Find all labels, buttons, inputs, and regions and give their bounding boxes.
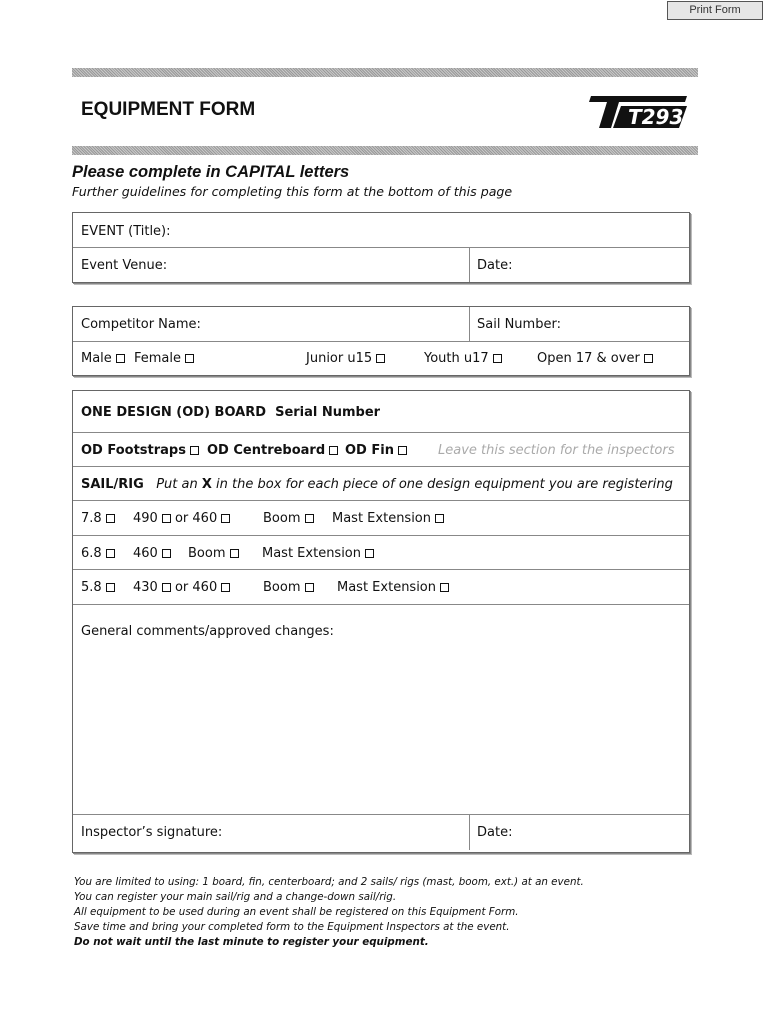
inspector-signature-label: Inspector’s signature: bbox=[81, 825, 223, 840]
rig-row-7-8 bbox=[73, 501, 689, 536]
sail-number-label: Sail Number: bbox=[477, 317, 561, 332]
rig-row-6-8 bbox=[73, 536, 689, 570]
open-label: Open 17 & over bbox=[537, 351, 640, 366]
competitor-box bbox=[72, 306, 690, 376]
t293-logo bbox=[585, 94, 689, 130]
male-checkbox[interactable] bbox=[116, 354, 125, 363]
sail-rig-row bbox=[73, 467, 689, 501]
boom-label: Boom bbox=[263, 511, 301, 526]
competitor-name-row bbox=[73, 307, 689, 342]
event-venue-row bbox=[73, 248, 689, 282]
sail-rig-hint-b: in the box for each piece of one design equipment you are registering bbox=[216, 477, 673, 492]
rig-size-label: 7.8 bbox=[81, 511, 102, 526]
female-checkbox[interactable] bbox=[185, 354, 194, 363]
mast-460-label: 460 bbox=[133, 546, 158, 561]
rig-size-checkbox[interactable] bbox=[106, 549, 115, 558]
sail-rig-label: SAIL/RIG bbox=[81, 477, 144, 492]
note-line: You can register your main sail/rig and a change-down sail/rig. bbox=[74, 891, 397, 903]
mast-490-label: 490 bbox=[133, 511, 158, 526]
junior-checkbox[interactable] bbox=[376, 354, 385, 363]
od-footstraps-checkbox[interactable] bbox=[190, 446, 199, 455]
mast-extension-checkbox[interactable] bbox=[440, 583, 449, 592]
female-label: Female bbox=[134, 351, 182, 366]
instructions-subheading: Further guidelines for completing this form at the bottom of this page bbox=[72, 184, 513, 199]
signature-row bbox=[73, 815, 689, 850]
event-box bbox=[72, 212, 690, 283]
event-title-label: EVENT (Title): bbox=[81, 224, 171, 239]
od-board-label: ONE DESIGN (OD) BOARD bbox=[81, 405, 267, 420]
mast-460-label: or 460 bbox=[174, 580, 218, 595]
od-board-row bbox=[73, 391, 689, 433]
note-line: Save time and bring your completed form to the Equipment Inspectors at the event. bbox=[74, 921, 510, 933]
mast-460-label: or 460 bbox=[174, 511, 218, 526]
note-line: All equipment to be used during an event shall be registered on this Equipment Form. bbox=[74, 906, 519, 918]
mast-490-checkbox[interactable] bbox=[162, 514, 171, 523]
top-divider-bar bbox=[72, 68, 698, 77]
print-form-button[interactable]: Print Form bbox=[667, 1, 763, 20]
od-footstraps-label: OD Footstraps bbox=[81, 443, 186, 458]
open-checkbox[interactable] bbox=[644, 354, 653, 363]
note-line-warning: Do not wait until the last minute to register your equipment. bbox=[74, 936, 429, 948]
mast-extension-checkbox[interactable] bbox=[365, 549, 374, 558]
mast-extension-label: Mast Extension bbox=[332, 511, 432, 526]
rig-size-checkbox[interactable] bbox=[106, 583, 115, 592]
guidelines-notes bbox=[74, 875, 584, 950]
inspector-note: Leave this section for the inspectors bbox=[438, 443, 675, 458]
mast-extension-checkbox[interactable] bbox=[435, 514, 444, 523]
comments-label: General comments/approved changes: bbox=[81, 624, 334, 639]
instructions-heading: Please complete in CAPITAL letters bbox=[72, 163, 350, 181]
male-label: Male bbox=[81, 351, 112, 366]
bottom-divider-bar bbox=[72, 146, 698, 155]
event-title-row[interactable] bbox=[73, 213, 689, 248]
logo-text: T293 bbox=[628, 105, 684, 129]
od-fin-label: OD Fin bbox=[345, 443, 394, 458]
boom-checkbox[interactable] bbox=[305, 514, 314, 523]
rig-size-label: 6.8 bbox=[81, 546, 102, 561]
mast-460-checkbox[interactable] bbox=[221, 514, 230, 523]
mast-460-checkbox[interactable] bbox=[221, 583, 230, 592]
boom-checkbox[interactable] bbox=[230, 549, 239, 558]
mast-extension-label: Mast Extension bbox=[337, 580, 437, 595]
rig-size-label: 5.8 bbox=[81, 580, 102, 595]
comments-row[interactable] bbox=[73, 605, 689, 815]
form-title: EQUIPMENT FORM bbox=[81, 99, 256, 120]
youth-checkbox[interactable] bbox=[493, 354, 502, 363]
boom-label: Boom bbox=[188, 546, 226, 561]
category-row bbox=[73, 342, 689, 375]
sail-rig-hint-x: X bbox=[201, 477, 212, 492]
mast-extension-label: Mast Extension bbox=[262, 546, 362, 561]
od-centreboard-checkbox[interactable] bbox=[329, 446, 338, 455]
sail-rig-hint-a: Put an bbox=[156, 477, 198, 492]
od-parts-row bbox=[73, 433, 689, 467]
od-centreboard-label: OD Centreboard bbox=[207, 443, 326, 458]
event-date-label: Date: bbox=[477, 258, 513, 273]
mast-430-label: 430 bbox=[133, 580, 158, 595]
competitor-name-label: Competitor Name: bbox=[81, 317, 201, 332]
junior-label: Junior u15 bbox=[306, 351, 373, 366]
serial-number-label: Serial Number bbox=[275, 405, 381, 420]
event-venue-label: Event Venue: bbox=[81, 258, 168, 273]
mast-430-checkbox[interactable] bbox=[162, 583, 171, 592]
mast-460-checkbox[interactable] bbox=[162, 549, 171, 558]
equipment-box bbox=[72, 390, 690, 853]
boom-checkbox[interactable] bbox=[305, 583, 314, 592]
signature-date-label: Date: bbox=[477, 825, 513, 840]
boom-label: Boom bbox=[263, 580, 301, 595]
youth-label: Youth u17 bbox=[424, 351, 489, 366]
od-fin-checkbox[interactable] bbox=[398, 446, 407, 455]
note-line: You are limited to using: 1 board, fin, centerboard; and 2 sails/ rigs (mast, boom, ext.) at an event. bbox=[74, 876, 584, 888]
rig-row-5-8 bbox=[73, 570, 689, 605]
rig-size-checkbox[interactable] bbox=[106, 514, 115, 523]
